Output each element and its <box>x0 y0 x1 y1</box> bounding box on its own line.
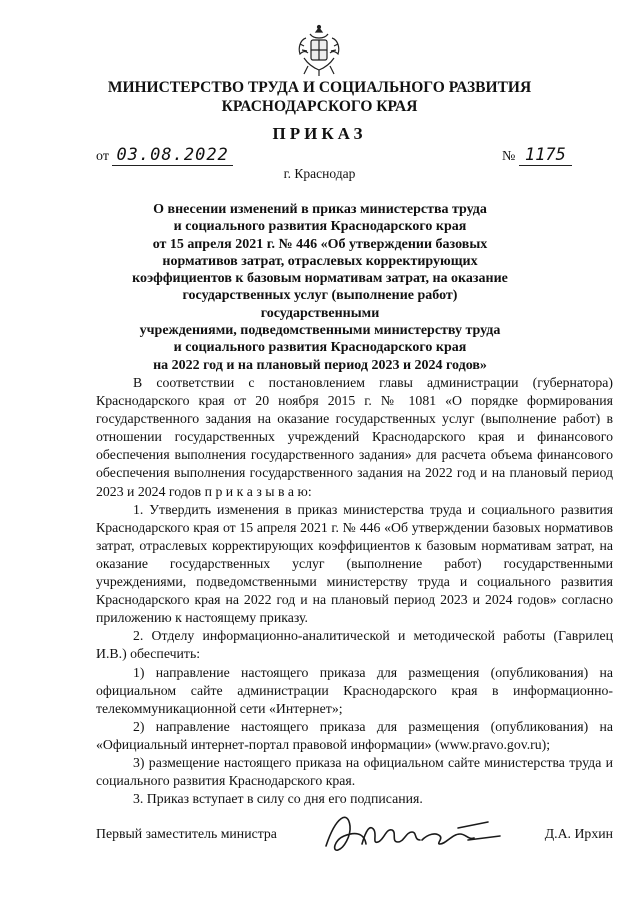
number-value: 1175 <box>519 145 572 166</box>
date-prefix: от <box>96 149 109 164</box>
date-value: 03.08.2022 <box>112 145 232 166</box>
ministry-line-2: КРАСНОДАРСКОГО КРАЯ <box>221 98 418 115</box>
coat-of-arms-icon <box>296 24 342 78</box>
signatory-name: Д.А. Ирхин <box>544 826 613 841</box>
paragraph-item-1: 1. Утвердить изменения в приказ министерства труда и социального развития Краснодарского края от 15 апреля 2021 г. № 446 «Об утверждении базовых нормативов затрат, отраслевых корректирующих коэффициентов к базовым нормативам затрат, на оказание государственных услуг (выполнение работ) государственными учреждениями, подведомственными министерству труда и социального развития Краснодарского края на 2022 год и на плановый период 2023 и 2024 годов» согласно приложению к настоящему приказу. <box>96 501 613 626</box>
paragraph-item-2: 2. Отделу информационно-аналитической и методической работы (Гаврилец И.В.) обеспечить: <box>96 628 613 662</box>
title-line: О внесении изменений в приказ министерства труда <box>153 202 487 217</box>
title-line: от 15 апреля 2021 г. № 446 «Об утверждении базовых <box>152 236 488 252</box>
number-prefix: № <box>502 149 516 164</box>
title-line: нормативов затрат, отраслевых корректирующих <box>162 253 478 269</box>
paragraph-subitem-1: 1) направление настоящего приказа для размещения (опубликования) на официальном сайте администрации Краснодарского края в информационно-телекоммуникационной сети «Интернет»; <box>96 664 613 716</box>
paragraph-item-3: 3. Приказ вступает в силу со дня его подписания. <box>133 791 423 807</box>
title-line: коэффициентов к базовым нормативам затрат, на оказание <box>132 271 508 287</box>
number-line <box>502 145 572 166</box>
document-title <box>130 201 510 374</box>
title-line: и социального развития Краснодарского края <box>173 340 467 356</box>
signatory-position: Первый заместитель министра <box>96 826 277 841</box>
title-line: учреждениями, подведомственными министерству труда <box>139 323 501 339</box>
handwritten-signature <box>318 806 508 858</box>
document-type: ПРИКАЗ <box>272 124 367 143</box>
title-line: на 2022 год и на плановый период 2023 и 2024 годов» <box>153 357 487 373</box>
document-body <box>96 374 613 808</box>
title-line: государственных услуг (выполнение работ) государственными <box>182 288 458 321</box>
ministry-line-1: МИНИСТЕРСТВО ТРУДА И СОЦИАЛЬНОГО РАЗВИТИЯ <box>107 79 532 96</box>
paragraph-subitem-2: 2) направление настоящего приказа для размещения (опубликования) на «Официальный интернет-портал правовой информации» (www.pravo.gov.ru); <box>96 718 613 752</box>
ministry-name <box>0 78 639 116</box>
city: г. Краснодар <box>283 166 356 181</box>
date-line <box>96 145 233 166</box>
title-line: и социального развития Краснодарского края <box>173 219 467 235</box>
paragraph-subitem-3: 3) размещение настоящего приказа на официальном сайте министерства труда и социального развития Краснодарского края. <box>96 754 613 789</box>
paragraph-preamble: В соответствии с постановлением главы администрации (губернатора) Краснодарского края от 20 ноября 2015 г. № 1081 «О порядке формирования государственного задания на оказание государственных услуг (выполнение работ) в отношении государственных учреждений Краснодарского края и финансового обеспечения выполнения государственного задания» для расчета объема финансового обеспечения выполнения государственного задания на 2022 год и на плановый период 2023 и 2024 годов п р и к а з ы в а ю: <box>96 375 613 499</box>
